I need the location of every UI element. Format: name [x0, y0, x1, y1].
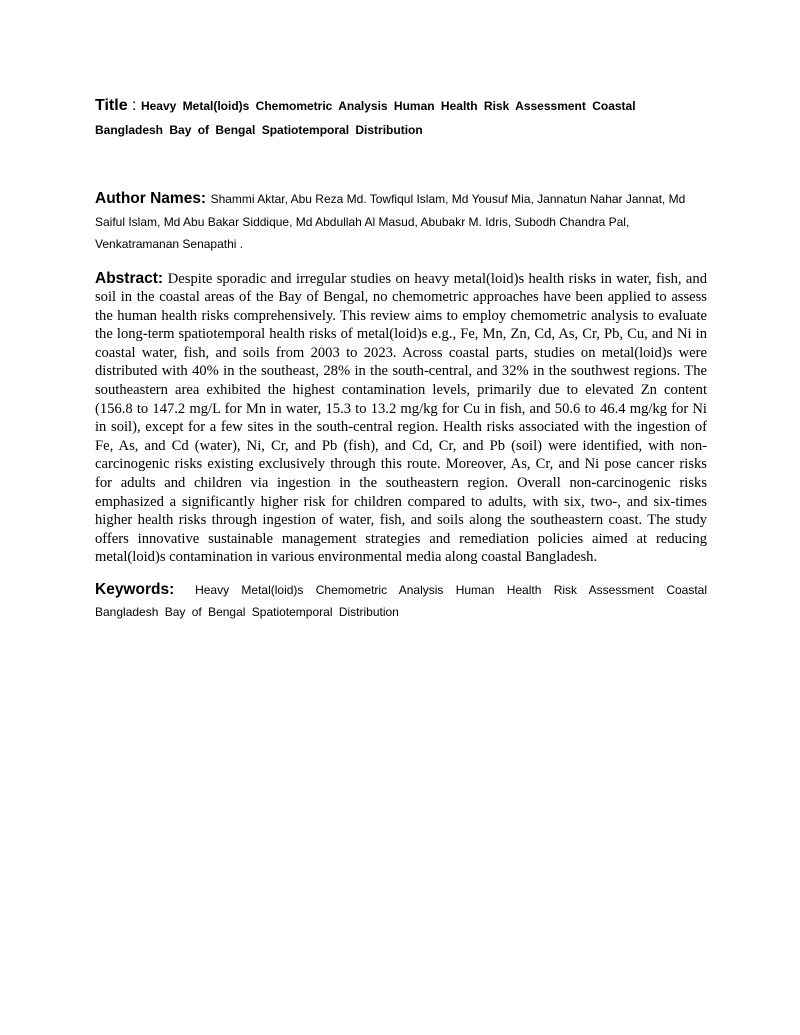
keywords-section	[95, 579, 707, 623]
title-separator: :	[127, 97, 141, 114]
document-page	[95, 94, 707, 623]
keywords-text: Heavy Metal(loid)s Chemometric Analysis Human Health Risk Assessment Coastal Bangladesh Bay of Bengal Spatiotemporal Distribution	[95, 583, 708, 619]
title-label: Title	[95, 97, 128, 114]
authors-section	[95, 188, 707, 256]
title-section	[95, 94, 707, 142]
abstract-text: Despite sporadic and irregular studies on heavy metal(loid)s health risks in water, fish, and soil in the coastal areas of the Bay of Bengal, no chemometric approaches have been applied to assess the human health risks comprehensively. This review aims to employ chemometric analysis to evaluate the long-term spatiotemporal health risks of metal(loid)s e.g., Fe, Mn, Zn, Cd, As, Cr, Pb, Cu, and Ni in coastal water, fish, and soils from 2003 to 2023. Across coastal parts, studies on metal(loid)s were distributed with 40% in the southeast, 28% in the south-central, and 32% in the southwest regions. The southeastern area exhibited the highest contamination levels, primarily due to elevated Zn content (156.8 to 147.2 mg/L for Mn in water, 15.3 to 13.2 mg/kg for Cu in fish, and 50.6 to 46.4 mg/kg for Ni in soil), except for a few sites in the south-central region. Health risks associated with the ingestion of Fe, As, and Cd (water), Ni, Cr, and Pb (fish), and Cd, Cr, and Pb (soil) were identified, with non-carcinogenic risks existing exclusively through this route. Moreover, As, Cr, and Ni pose cancer risks for adults and children via ingestion in the southeastern region. Overall non-carcinogenic risks emphasized a significantly higher risk for children compared to adults, with six, two-, and six-times higher health risks through ingestion of water, fish, and soils along the southeastern coast. The study offers innovative sustainable management strategies and remediation policies aimed at reducing metal(loid)s contamination in various environmental media along coastal Bangladesh.	[95, 270, 707, 566]
authors-text: Shammi Aktar, Abu Reza Md. Towfiqul Islam, Md Yousuf Mia, Jannatun Nahar Jannat, Md Saiful Islam, Md Abu Bakar Siddique, Md Abdullah Al Masud, Abubakr M. Idris, Subodh Chandra Pal, Venkatramanan Senapathi .	[95, 192, 686, 251]
authors-label: Author Names:	[95, 190, 207, 207]
keywords-label: Keywords:	[95, 581, 175, 598]
abstract-label: Abstract:	[95, 269, 164, 287]
title-text: Heavy Metal(loid)s Chemometric Analysis Human Health Risk Assessment Coastal Bangladesh Bay of Bengal Spatiotemporal Distribution	[95, 99, 636, 137]
abstract-section	[95, 270, 707, 568]
